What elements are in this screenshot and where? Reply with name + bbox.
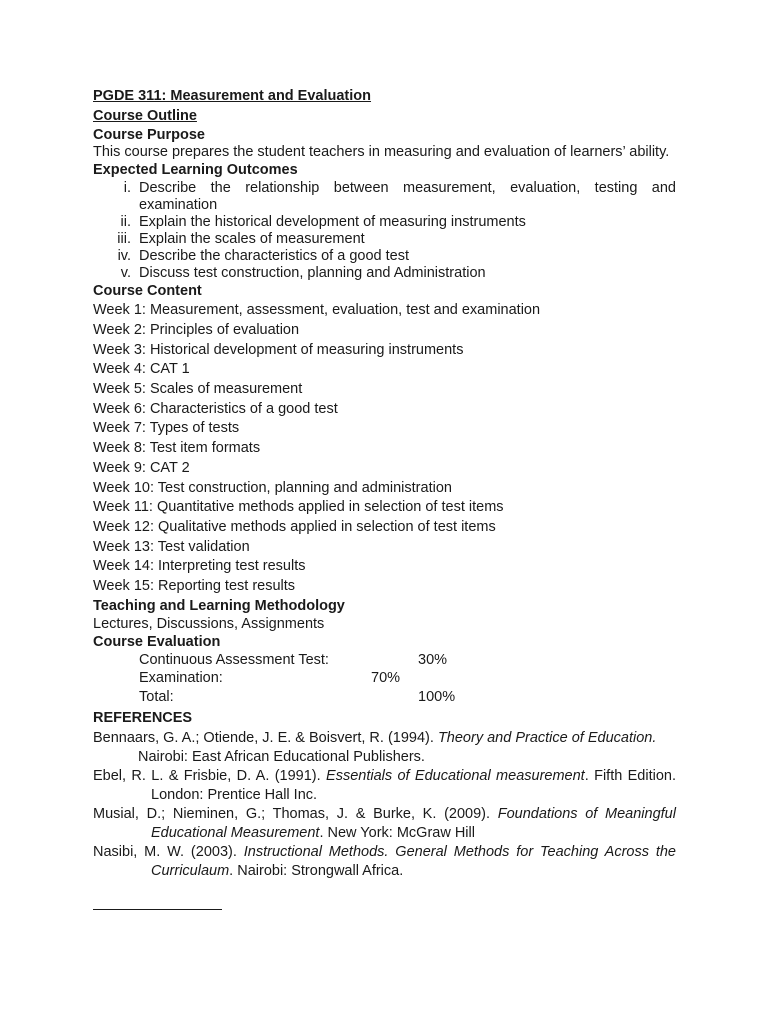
outcome-text: Explain the historical development of measuring instruments [139,214,526,231]
document-page [93,87,676,881]
evaluation-row [93,652,676,669]
reference-publisher: . New York: McGraw Hill [319,825,475,842]
week-item: Week 3: Historical development of measuring instruments [93,341,464,358]
course-purpose-heading: Course Purpose [93,127,205,144]
evaluation-label: Continuous Assessment Test: [139,651,329,668]
week-item: Week 14: Interpreting test results [93,558,306,575]
outcome-item [93,265,676,282]
outcomes-heading: Expected Learning Outcomes [93,162,298,179]
evaluation-value: 30% [418,651,448,668]
week-item: Week 1: Measurement, assessment, evaluation, test and examination [93,302,541,319]
outcome-number: ii. [120,214,131,231]
outcome-item [93,248,676,265]
week-item: Week 5: Scales of measurement [93,381,303,397]
outcomes-list [93,180,676,282]
week-item: Week 10: Test construction, planning and administration [93,479,452,496]
outcome-text: Describe the relationship between measurement, evaluation, testing and examination [139,180,676,214]
reference-title: Foundations of Meaningful Educational Measurement [151,806,676,842]
footnote-separator [93,909,222,910]
week-item: Week 15: Reporting test results [93,578,296,595]
week-item: Week 8: Test item formats [93,440,261,457]
outcome-text: Discuss test construction, planning and Administration [139,265,486,282]
reference-authors: Nasibi, M. W. (2003). [93,844,244,861]
reference-authors: Bennaars, G. A.; Otiende, J. E. & Boisvert, R. (1994). [93,730,438,747]
methodology-text: Lectures, Discussions, Assignments [93,615,325,632]
week-item: Week 6: Characteristics of a good test [93,400,338,417]
outcome-number: iii. [117,231,131,248]
course-content-heading: Course Content [93,283,202,300]
evaluation-row [93,669,676,689]
reference-title: Instructional Methods. General Methods for Teaching Across the Curriculaum [151,844,676,880]
week-item: Week 7: Types of tests [93,420,240,437]
outcome-item [93,231,676,248]
reference-title: Theory and Practice of Education. [437,730,657,747]
reference-entry [93,843,676,881]
reference-publisher: . Fifth Edition. London: Prentice Hall Inc. [151,768,677,804]
outcome-text: Explain the scales of measurement [139,231,365,248]
outcome-item [93,180,676,214]
course-purpose-text: This course prepares the student teachers in measuring and evaluation of learners’ ability. [93,144,670,161]
outcome-number: i. [123,180,131,197]
reference-authors: Musial, D.; Nieminen, G.; Thomas, J. & Burke, K. (2009). [93,806,498,823]
course-title: PGDE 311: Measurement and Evaluation [93,88,372,104]
week-item: Week 2: Principles of evaluation [93,321,300,338]
course-outline-heading: Course Outline [93,107,197,124]
methodology-heading: Teaching and Learning Methodology [93,597,345,614]
week-item: Week 13: Test validation [93,538,250,555]
evaluation-value: 100% [418,689,456,706]
week-item: Week 4: CAT 1 [93,361,190,378]
reference-entry [93,767,676,805]
outcome-number: iv. [117,248,131,265]
references-heading: REFERENCES [93,710,193,727]
outcome-item [93,214,676,231]
reference-entry [93,729,676,767]
outcome-number: v. [120,265,131,282]
reference-entry [93,805,676,843]
reference-publisher: . Nairobi: Strongwall Africa. [229,863,404,880]
week-item: Week 11: Quantitative methods applied in selection of test items [93,499,504,516]
evaluation-row [93,688,676,708]
outcome-text: Describe the characteristics of a good test [139,248,409,265]
course-evaluation-heading: Course Evaluation [93,633,221,650]
reference-title: Essentials of Educational measurement [326,768,585,785]
reference-publisher: Nairobi: East African Educational Publishers. [138,749,425,766]
evaluation-label: Total: [139,689,174,706]
week-item: Week 9: CAT 2 [93,459,190,476]
evaluation-value: 70% [371,669,401,686]
evaluation-label: Examination: [139,669,223,686]
reference-authors: Ebel, R. L. & Frisbie, D. A. (1991). [93,768,327,785]
week-item: Week 12: Qualitative methods applied in selection of test items [93,518,496,535]
